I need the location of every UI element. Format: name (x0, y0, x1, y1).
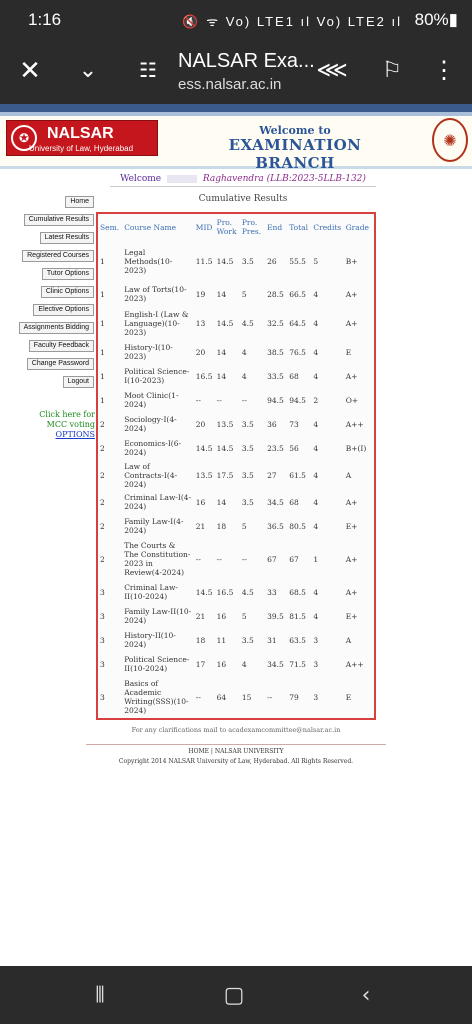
table-row (98, 652, 374, 676)
cell-mid: 14.5 (195, 443, 213, 453)
cell-mid: 20 (195, 419, 206, 429)
table-row (98, 240, 374, 282)
cell-mid: -- (195, 692, 201, 702)
cell-mid: 11.5 (195, 256, 213, 266)
cell-mid: 13.5 (195, 470, 213, 480)
cell-grade: A+ (345, 497, 358, 507)
cell-sem: 1 (100, 371, 105, 381)
cell-sem: 1 (100, 289, 105, 299)
cell-pro-work: -- (216, 554, 222, 564)
cell-pro-work: 11 (216, 635, 227, 645)
cell-total: 71.5 (289, 659, 306, 669)
cell-credits: 4 (313, 521, 319, 531)
cell-pro-work: 13.5 (216, 419, 234, 429)
table-row (98, 490, 374, 514)
menu-assignments-bidding-button[interactable]: Assignments Bidding (19, 322, 94, 334)
cell-grade: A+ (345, 587, 358, 597)
cell-pro-work: 14 (216, 347, 227, 357)
header-grade: Grade (345, 222, 369, 232)
cell-total: 67 (289, 554, 299, 564)
cell-grade: E+ (345, 611, 358, 621)
cell-sem: 1 (100, 318, 105, 328)
cell-credits: 3 (313, 635, 319, 645)
mcc-options-link[interactable]: OPTIONS (55, 430, 95, 439)
cell-course: Moot Clinic(1-2024) (124, 391, 179, 409)
cell-mid: 19 (195, 289, 206, 299)
cell-credits: 4 (313, 443, 319, 453)
university-seal-icon: ✺ (432, 118, 468, 162)
cell-grade: B+ (345, 256, 358, 266)
table-row (98, 388, 374, 412)
footer-links[interactable]: HOME | NALSAR UNIVERSITY (188, 748, 284, 755)
cell-mid: 21 (195, 521, 206, 531)
cell-course: Law of Torts(10-2023) (124, 285, 187, 303)
cell-credits: 4 (313, 347, 319, 357)
status-indicators: 🔇 ᯤ Vo) LTE1 ıl Vo) LTE2 ıl (182, 14, 402, 29)
cell-total: 63.5 (289, 635, 306, 645)
table-row (98, 538, 374, 580)
logo-name: NALSAR (47, 125, 114, 142)
cell-sem: 3 (100, 692, 105, 702)
top-band (0, 104, 472, 112)
welcome-to: Welcome to (259, 124, 331, 137)
cell-credits: 2 (313, 395, 319, 405)
bookmark-icon[interactable]: ⚐ (382, 57, 402, 82)
cell-total: 81.5 (289, 611, 306, 621)
cell-pro-work: 17.5 (216, 470, 234, 480)
cell-grade: B+(I) (345, 443, 367, 453)
cell-course: History-I(10-2023) (124, 343, 173, 361)
welcome-line (110, 174, 376, 187)
cell-pro-work: 16 (216, 611, 227, 621)
home-icon[interactable]: ▢ (223, 982, 245, 1008)
cell-end: 32.5 (267, 318, 284, 328)
cell-mid: 16.5 (195, 371, 213, 381)
cell-credits: 3 (313, 692, 319, 702)
menu-faculty-feedback-button[interactable]: Faculty Feedback (29, 340, 94, 352)
cell-pro-work: 16.5 (216, 587, 234, 597)
mcc-text: Click here for MCC voting (39, 410, 95, 429)
nalsar-logo[interactable] (6, 120, 158, 156)
cell-credits: 3 (313, 659, 319, 669)
cell-course: Political Science-I(10-2023) (124, 367, 190, 385)
table-row (98, 436, 374, 460)
cell-grade: A++ (345, 419, 364, 429)
cell-credits: 4 (313, 470, 319, 480)
menu-logout-button[interactable]: Logout (63, 376, 94, 388)
cell-pro-work: 14 (216, 371, 227, 381)
cell-pro-work: 14.5 (216, 256, 234, 266)
menu-change-password-button[interactable]: Change Password (27, 358, 94, 370)
cell-total: 68 (289, 497, 299, 507)
cell-end: 34.5 (267, 497, 284, 507)
cell-sem: 2 (100, 554, 105, 564)
cell-total: 76.5 (289, 347, 306, 357)
menu-latest-results-button[interactable]: Latest Results (40, 232, 94, 244)
cell-course: Political Science-II(10-2024) (124, 655, 190, 673)
cell-mid: 16 (195, 497, 206, 507)
cell-end: 26 (267, 256, 277, 266)
logo-seal-icon: ✪ (11, 125, 37, 151)
cell-pro-pres: 3.5 (241, 635, 254, 645)
cell-pro-pres: 3.5 (241, 497, 254, 507)
cell-end: 67 (267, 554, 277, 564)
battery-indicator: 80%▮ (414, 10, 458, 29)
table-header-row (98, 214, 374, 240)
cell-end: -- (267, 692, 273, 702)
cell-total: 80.5 (289, 521, 306, 531)
cell-grade: E (345, 692, 352, 702)
results-table-container (96, 212, 376, 720)
cell-end: 39.5 (267, 611, 284, 621)
cell-sem: 3 (100, 635, 105, 645)
cell-sem: 2 (100, 470, 105, 480)
mcc-voting-note (20, 410, 95, 440)
cell-pro-pres: 3.5 (241, 256, 254, 266)
menu-clinic-options-button[interactable]: Clinic Options (41, 286, 94, 298)
table-row (98, 412, 374, 436)
cell-total: 79 (289, 692, 299, 702)
header-pro-pres: Pro. Pres. (241, 218, 262, 236)
cell-credits: 4 (313, 318, 319, 328)
menu-home-button[interactable]: Home (65, 196, 94, 208)
system-nav-bar (0, 966, 472, 1024)
cell-pro-pres: 3.5 (241, 419, 254, 429)
header-end: End (267, 222, 283, 232)
cell-total: 64.5 (289, 318, 306, 328)
cell-grade: A (345, 635, 352, 645)
back-icon[interactable]: ‹ (361, 982, 371, 1008)
table-row (98, 306, 374, 340)
cell-end: 31 (267, 635, 277, 645)
cell-sem: 3 (100, 587, 105, 597)
cell-course: The Courts & The Constitution-2023 in Review(4-2024) (124, 541, 191, 577)
web-page (0, 104, 472, 966)
page-title[interactable]: NALSAR Exa... (178, 50, 315, 72)
header-credits: Credits (313, 222, 342, 232)
cell-grade: A (345, 470, 352, 480)
tune-icon[interactable]: ☷ (139, 59, 157, 82)
cell-total: 68.5 (289, 587, 306, 597)
cell-total: 66.5 (289, 289, 306, 299)
cell-credits: 4 (313, 497, 319, 507)
cell-mid: 20 (195, 347, 206, 357)
cell-grade: O+ (345, 395, 359, 405)
cell-pro-work: 14 (216, 289, 227, 299)
cell-sem: 3 (100, 659, 105, 669)
cell-pro-pres: 4.5 (241, 318, 254, 328)
cell-grade: A+ (345, 554, 358, 564)
header-total: Total (289, 222, 309, 232)
header-pro-work: Pro. Work (216, 218, 237, 236)
cell-course: Family Law-I(4-2024) (124, 517, 184, 535)
cell-pro-work: 14.5 (216, 443, 234, 453)
cell-pro-work: 18 (216, 521, 227, 531)
cell-course: Basics of Academic Writing(SSS)(10-2024) (124, 679, 189, 715)
cell-course: Sociology-I(4-2024) (124, 415, 177, 433)
menu-registered-courses-button[interactable]: Registered Courses (22, 250, 94, 262)
status-time: 1:16 (28, 10, 62, 29)
cell-sem: 1 (100, 395, 105, 405)
cell-pro-pres: 3.5 (241, 470, 254, 480)
cell-course: English-I (Law & Language)(10-2023) (124, 309, 189, 337)
cell-credits: 4 (313, 419, 319, 429)
cell-mid: 21 (195, 611, 206, 621)
cell-pro-pres: -- (241, 554, 247, 564)
cell-course: Criminal Law-II(10-2024) (124, 583, 178, 601)
clarification-note: For any clarifications mail to acadexamcommittee@nalsar.ac.in (131, 726, 341, 734)
cell-pro-work: 64 (216, 692, 227, 702)
cell-sem: 1 (100, 256, 105, 266)
header-mid: MID (195, 222, 213, 232)
cell-course: History-II(10-2024) (124, 631, 176, 649)
more-vert-icon[interactable]: ⋮ (432, 56, 456, 84)
cell-mid: 17 (195, 659, 206, 669)
cell-sem: 1 (100, 347, 105, 357)
cell-pro-work: 16 (216, 659, 227, 669)
share-icon[interactable]: ⋘ (316, 57, 348, 82)
user-name: Raghavendra (LLB:2023-5LLB-132) (202, 174, 366, 184)
redacted-name (167, 175, 197, 183)
cell-grade: A+ (345, 318, 358, 328)
cell-mid: 14.5 (195, 587, 213, 597)
cell-course: Criminal Law-I(4-2024) (124, 493, 192, 511)
browser-toolbar (0, 40, 472, 104)
table-row (98, 282, 374, 306)
cell-credits: 4 (313, 289, 319, 299)
table-row (98, 580, 374, 604)
cell-end: 38.5 (267, 347, 284, 357)
cell-sem: 2 (100, 419, 105, 429)
menu-cumulative-results-button[interactable]: Cumulative Results (24, 214, 94, 226)
section-title: Cumulative Results (198, 194, 288, 204)
table-row (98, 460, 374, 490)
cell-sem: 2 (100, 443, 105, 453)
cell-pro-pres: -- (241, 395, 247, 405)
table-row (98, 514, 374, 538)
cell-end: 28.5 (267, 289, 284, 299)
cell-end: 27 (267, 470, 277, 480)
cell-grade: A+ (345, 289, 358, 299)
cell-pro-work: -- (216, 395, 222, 405)
cell-pro-work: 14.5 (216, 318, 234, 328)
cell-total: 94.5 (289, 395, 306, 405)
table-row (98, 340, 374, 364)
table-row (98, 604, 374, 628)
cell-course: Law of Contracts-I(4-2024) (124, 461, 178, 489)
cell-mid: 18 (195, 635, 206, 645)
cell-mid: -- (195, 395, 201, 405)
logo-subtitle: University of Law, Hyderabad (29, 144, 134, 153)
cell-total: 68 (289, 371, 299, 381)
cell-pro-pres: 5 (241, 611, 247, 621)
cell-end: 94.5 (267, 395, 284, 405)
cell-total: 55.5 (289, 256, 306, 266)
cell-grade: A++ (345, 659, 364, 669)
copyright: Copyright 2014 NALSAR University of Law, Hyderabad. All Rights Reserved. (118, 758, 354, 765)
branch-title: EXAMINATION BRANCH (228, 136, 362, 172)
cell-total: 61.5 (289, 470, 306, 480)
results-table (98, 214, 374, 718)
cell-credits: 4 (313, 587, 319, 597)
cell-course: Legal Methods(10-2023) (124, 247, 173, 275)
cell-total: 56 (289, 443, 299, 453)
cell-sem: 3 (100, 611, 105, 621)
table-row (98, 364, 374, 388)
cell-pro-pres: 15 (241, 692, 252, 702)
cell-end: 34.5 (267, 659, 284, 669)
cell-course: Family Law-II(10-2024) (124, 607, 192, 625)
cell-course: Economics-I(6-2024) (124, 439, 182, 457)
cell-pro-pres: 4 (241, 659, 247, 669)
site-header (0, 116, 472, 172)
cell-pro-pres: 3.5 (241, 443, 254, 453)
cell-credits: 5 (313, 256, 319, 266)
menu-tutor-options-button[interactable]: Tutor Options (42, 268, 94, 280)
cell-pro-pres: 4.5 (241, 587, 254, 597)
table-row (98, 676, 374, 718)
welcome-prefix: Welcome (120, 174, 162, 184)
cell-mid: 13 (195, 318, 206, 328)
close-icon[interactable]: ✕ (19, 54, 41, 85)
cell-pro-pres: 5 (241, 521, 247, 531)
cell-end: 33.5 (267, 371, 284, 381)
cell-pro-pres: 5 (241, 289, 247, 299)
cell-pro-work: 14 (216, 497, 227, 507)
cell-end: 23.5 (267, 443, 284, 453)
cell-end: 33 (267, 587, 277, 597)
header-sem: Sem. (100, 222, 120, 232)
status-bar (0, 0, 472, 40)
page-url[interactable]: ess.nalsar.ac.in (178, 76, 282, 93)
header-course: Course Name (124, 222, 177, 232)
table-row (98, 628, 374, 652)
cell-grade: E+ (345, 521, 358, 531)
cell-grade: A+ (345, 371, 358, 381)
cell-end: 36 (267, 419, 277, 429)
cell-credits: 1 (313, 554, 319, 564)
menu-elective-options-button[interactable]: Elective Options (33, 304, 94, 316)
cell-sem: 2 (100, 521, 105, 531)
cell-end: 36.5 (267, 521, 284, 531)
cell-grade: E (345, 347, 352, 357)
cell-pro-pres: 4 (241, 371, 247, 381)
cell-mid: -- (195, 554, 201, 564)
footer-divider (86, 744, 386, 745)
recent-apps-icon[interactable]: ⦀ (95, 982, 105, 1008)
cell-credits: 4 (313, 611, 319, 621)
cell-total: 73 (289, 419, 299, 429)
chevron-down-icon[interactable]: ⌄ (78, 57, 98, 82)
cell-pro-pres: 4 (241, 347, 247, 357)
results-body (98, 240, 374, 718)
cell-sem: 2 (100, 497, 105, 507)
cell-credits: 4 (313, 371, 319, 381)
